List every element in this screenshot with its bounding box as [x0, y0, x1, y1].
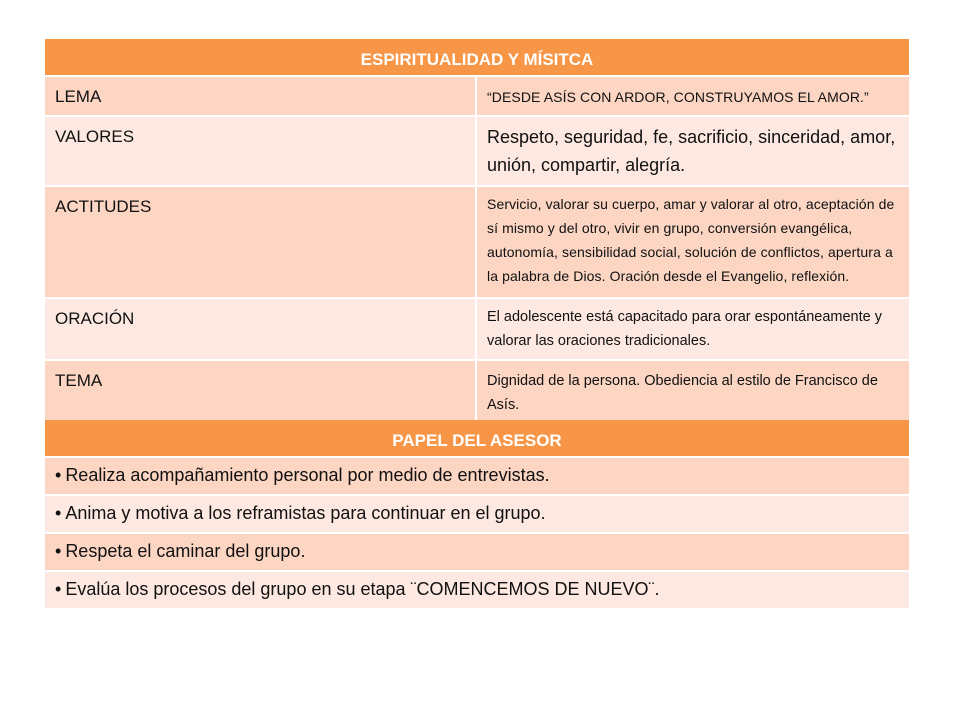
bullet-icon: • — [55, 465, 62, 485]
list-item — [45, 534, 909, 572]
table-header-row — [45, 420, 909, 458]
table-header-row — [45, 39, 909, 77]
table-row-actitudes — [45, 187, 909, 299]
table-row-oracion — [45, 299, 909, 361]
advisor-item-text: Realiza acompañamiento personal por medio de entrevistas. — [65, 465, 550, 485]
table-row-lema — [45, 77, 909, 117]
list-item — [45, 572, 909, 610]
row-value-lema: “DESDE ASÍS CON ARDOR, CONSTRUYAMOS EL AMOR.” — [477, 77, 909, 117]
list-item — [45, 458, 909, 496]
row-value-oracion: El adolescente está capacitado para orar espontáneamente y valorar las oraciones tradicionales. — [477, 299, 909, 361]
spirituality-table-title: ESPIRITUALIDAD Y MÍSITCA — [45, 39, 909, 77]
table-row-valores — [45, 117, 909, 187]
row-label-actitudes: ACTITUDES — [45, 187, 477, 299]
row-value-tema: Dignidad de la persona. Obediencia al estilo de Francisco de Asís. — [477, 361, 909, 425]
advisor-table — [45, 420, 909, 610]
table-row-tema — [45, 361, 909, 425]
bullet-icon: • — [55, 503, 62, 523]
advisor-item-text: Evalúa los procesos del grupo en su etapa ¨COMENCEMOS DE NUEVO¨. — [65, 579, 660, 599]
row-label-oracion: ORACIÓN — [45, 299, 477, 361]
row-value-valores: Respeto, seguridad, fe, sacrificio, sinceridad, amor, unión, compartir, alegría. — [477, 117, 909, 187]
row-value-actitudes: Servicio, valorar su cuerpo, amar y valorar al otro, aceptación de sí mismo y del otro, vivir en grupo, conversión evangélica, autonomía, sensibilidad social, solución de conflictos, apertura a la palabra de Dios. Oración desde el Evangelio, reflexión. — [477, 187, 909, 299]
advisor-item-text: Anima y motiva a los reframistas para continuar en el grupo. — [65, 503, 546, 523]
spirituality-table — [45, 39, 909, 425]
row-label-lema: LEMA — [45, 77, 477, 117]
bullet-icon: • — [55, 579, 62, 599]
row-label-tema: TEMA — [45, 361, 477, 425]
advisor-table-title: PAPEL DEL ASESOR — [45, 420, 909, 458]
advisor-item-text: Respeta el caminar del grupo. — [65, 541, 306, 561]
list-item — [45, 496, 909, 534]
bullet-icon: • — [55, 541, 62, 561]
row-label-valores: VALORES — [45, 117, 477, 187]
